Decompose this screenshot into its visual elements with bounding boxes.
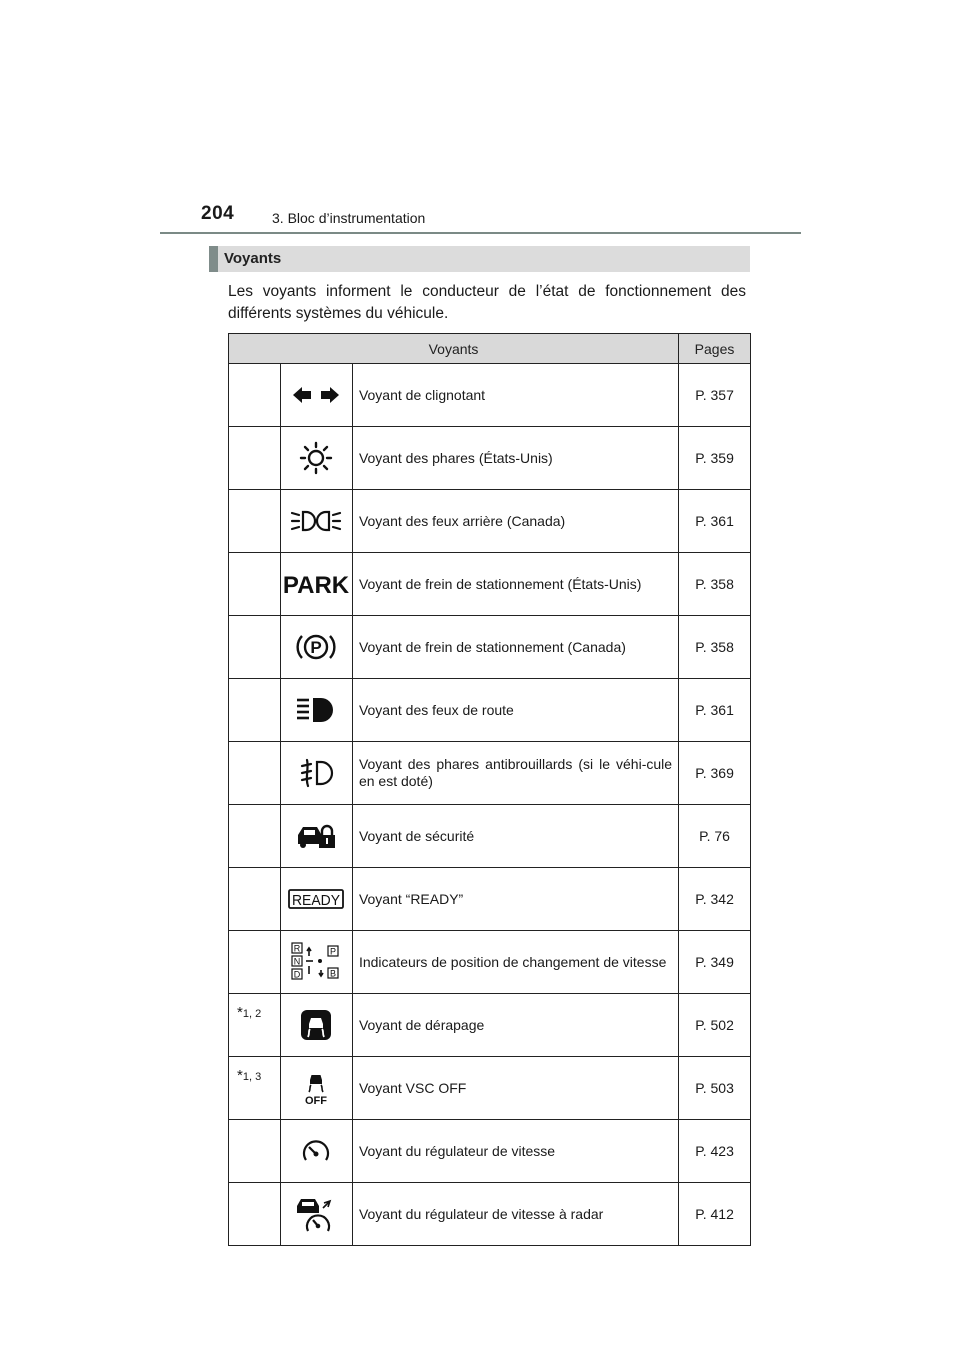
page-reference[interactable]: P. 361 xyxy=(679,490,751,553)
indicator-label: Voyant du régulateur de vitesse xyxy=(352,1120,678,1183)
page-reference[interactable]: P. 423 xyxy=(679,1120,751,1183)
table-row xyxy=(229,1057,751,1120)
table-row xyxy=(229,931,751,994)
note-cell xyxy=(229,994,281,1057)
park-icon-text: PARK xyxy=(283,572,350,599)
note-cell xyxy=(229,553,281,616)
table-row xyxy=(229,1183,751,1246)
vsc-off-icon-text: OFF xyxy=(305,1095,328,1107)
indicator-label: Voyant “READY” xyxy=(352,868,678,931)
header-divider xyxy=(160,232,801,234)
shift-letter-d: D xyxy=(294,969,301,980)
icon-cell xyxy=(281,364,353,427)
table-row xyxy=(229,805,751,868)
indicator-label: Voyant des phares (États-Unis) xyxy=(352,427,678,490)
vsc-off-icon xyxy=(299,1070,333,1106)
shift-letter-r: R xyxy=(294,943,301,954)
page-reference[interactable]: P. 503 xyxy=(679,1057,751,1120)
note-cell xyxy=(229,490,281,553)
page-reference[interactable]: P. 412 xyxy=(679,1183,751,1246)
page-reference[interactable]: P. 358 xyxy=(679,616,751,679)
indicator-label: Voyant de frein de stationnement (États-Unis) xyxy=(352,553,678,616)
section-heading xyxy=(209,246,750,272)
table-row xyxy=(229,679,751,742)
indicator-label: Voyant des feux arrière (Canada) xyxy=(352,490,678,553)
icon-cell xyxy=(281,742,353,805)
footnote-ref: 1, 3 xyxy=(242,1071,262,1083)
header-pages: Pages xyxy=(679,334,751,364)
indicator-label: Voyant de clignotant xyxy=(352,364,678,427)
note-cell xyxy=(229,805,281,868)
icon-cell xyxy=(281,679,353,742)
footnote-star-icon: * xyxy=(237,1004,243,1021)
indicator-label: Voyant de frein de stationnement (Canada) xyxy=(352,616,678,679)
header-voyants: Voyants xyxy=(229,334,679,364)
indicator-label: Indicateurs de position de changement de vitesse xyxy=(352,931,678,994)
icon-cell xyxy=(281,1183,353,1246)
shift-letter-n: N xyxy=(294,956,301,967)
icon-cell xyxy=(281,490,353,553)
high-beam-icon xyxy=(295,696,337,724)
section-title: Voyants xyxy=(224,250,282,267)
security-icon xyxy=(296,822,336,850)
table-row xyxy=(229,616,751,679)
note-cell xyxy=(229,1057,281,1120)
icon-cell xyxy=(281,616,353,679)
page-reference[interactable]: P. 349 xyxy=(679,931,751,994)
icon-cell xyxy=(281,805,353,868)
table-row xyxy=(229,742,751,805)
ready-icon-text: READY xyxy=(292,892,341,909)
table-row xyxy=(229,553,751,616)
note-cell xyxy=(229,742,281,805)
footnote-star-icon: * xyxy=(237,1067,243,1084)
icon-cell xyxy=(281,994,353,1057)
icon-cell xyxy=(281,553,353,616)
chapter-title: 3. Bloc d’instrumentation xyxy=(272,210,426,226)
icon-cell xyxy=(281,1120,353,1183)
cruise-control-icon xyxy=(300,1136,332,1166)
icon-cell xyxy=(281,931,353,994)
table-header-row xyxy=(229,334,751,364)
turn-signal-icon xyxy=(291,385,341,405)
slip-indicator-icon xyxy=(300,1009,332,1041)
indicator-label: Voyant du régulateur de vitesse à radar xyxy=(352,1183,678,1246)
footnote-ref: 1, 2 xyxy=(242,1008,262,1020)
page-reference[interactable]: P. 359 xyxy=(679,427,751,490)
parking-brake-icon-text: P xyxy=(310,638,323,657)
indicator-label: Voyant de dérapage xyxy=(352,994,678,1057)
note-cell xyxy=(229,427,281,490)
section-accent xyxy=(209,246,218,272)
ready-icon xyxy=(288,888,344,910)
note-cell xyxy=(229,1183,281,1246)
indicator-label: Voyant des feux de route xyxy=(352,679,678,742)
table-row xyxy=(229,1120,751,1183)
radar-cruise-icon xyxy=(294,1195,338,1233)
tail-light-icon xyxy=(290,508,342,534)
note-cell xyxy=(229,364,281,427)
page-reference[interactable]: P. 342 xyxy=(679,868,751,931)
page-reference[interactable]: P. 502 xyxy=(679,994,751,1057)
table-row xyxy=(229,490,751,553)
note-cell xyxy=(229,616,281,679)
parking-brake-icon xyxy=(296,630,336,664)
page-reference[interactable]: P. 76 xyxy=(679,805,751,868)
page-reference[interactable]: P. 361 xyxy=(679,679,751,742)
shift-letter-p: P xyxy=(330,946,337,957)
park-icon xyxy=(283,571,350,599)
shift-letter-b: B xyxy=(330,968,337,979)
headlight-usa-icon xyxy=(299,441,333,475)
icon-cell xyxy=(281,427,353,490)
table-row xyxy=(229,427,751,490)
page-reference[interactable]: P. 358 xyxy=(679,553,751,616)
front-fog-icon xyxy=(299,758,333,788)
page-reference[interactable]: P. 369 xyxy=(679,742,751,805)
indicator-label: Voyant VSC OFF xyxy=(352,1057,678,1120)
note-cell xyxy=(229,868,281,931)
table-row xyxy=(229,994,751,1057)
table-row xyxy=(229,364,751,427)
note-cell xyxy=(229,1120,281,1183)
table-row xyxy=(229,868,751,931)
intro-paragraph: Les voyants informent le conducteur de l’état de fonctionnement des différents systèmes du véhicule. xyxy=(228,283,746,322)
indicator-label: Voyant de sécurité xyxy=(352,805,678,868)
note-cell xyxy=(229,931,281,994)
icon-cell xyxy=(281,1057,353,1120)
shift-position-icon xyxy=(291,942,341,982)
note-cell xyxy=(229,679,281,742)
indicator-label: Voyant des phares antibrouillards (si le véhi-cule en est doté) xyxy=(352,742,678,805)
icon-cell xyxy=(281,868,353,931)
page-reference[interactable]: P. 357 xyxy=(679,364,751,427)
page-number: 204 xyxy=(201,203,235,224)
indicator-table xyxy=(228,333,751,1246)
